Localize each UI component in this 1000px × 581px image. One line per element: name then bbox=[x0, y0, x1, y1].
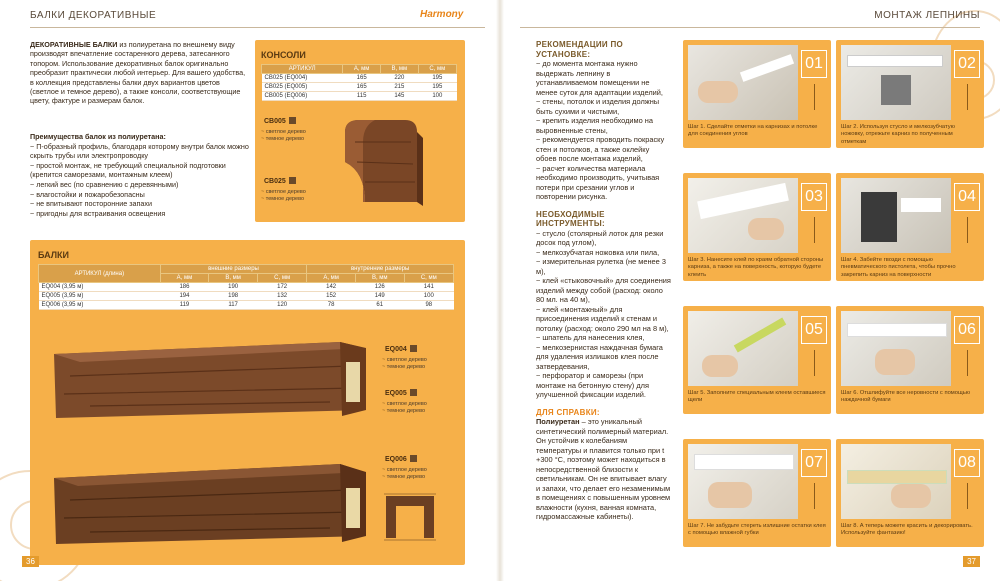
step-caption: Шаг 7. Не забудьте стереть излишние остатки клея с помощью влажной губки bbox=[688, 523, 826, 537]
table-cell: EQ005 (3,95 м) bbox=[39, 292, 161, 301]
product-code: CB025 bbox=[264, 178, 286, 185]
table-cell: 195 bbox=[418, 74, 456, 83]
table-cell: 141 bbox=[404, 283, 453, 292]
tool-item: ~ шпатель для нанесения клея, bbox=[536, 333, 645, 342]
table-cell: CB005 (EQ006) bbox=[262, 92, 343, 101]
table-cell: 165 bbox=[343, 74, 381, 83]
table-cell: 100 bbox=[404, 292, 453, 301]
reference-text bbox=[536, 417, 671, 522]
benefit-item: ~ простой монтаж, не требующий специальной подготовки (крепится саморезами, монтажным клеем) bbox=[30, 160, 226, 180]
table-cell: 126 bbox=[355, 283, 404, 292]
table-cell: 145 bbox=[381, 92, 419, 101]
table-row bbox=[39, 292, 454, 301]
table-cell: 100 bbox=[418, 92, 456, 101]
table-row bbox=[39, 301, 454, 310]
product-code: EQ005 bbox=[385, 390, 407, 397]
variant-item: ~ темное дерево bbox=[261, 196, 304, 202]
table-cell: 117 bbox=[209, 301, 258, 310]
table-cell: 152 bbox=[307, 292, 356, 301]
info-icon bbox=[289, 177, 296, 184]
table-header: А, мм bbox=[307, 274, 356, 283]
product-code: CB005 bbox=[264, 118, 286, 125]
product-code-tag bbox=[261, 176, 299, 186]
step-card bbox=[836, 40, 984, 148]
recommend-item: ~ стены, потолок и изделия должны быть сухими и чистыми, bbox=[536, 97, 660, 116]
step-number: 04 bbox=[954, 183, 980, 211]
step-card bbox=[683, 40, 831, 148]
product-code-tag bbox=[382, 344, 420, 354]
beams-panel bbox=[30, 240, 465, 565]
step-caption: Шаг 5. Заполните специальным клеем оставшиеся щели bbox=[688, 390, 826, 404]
variant-list bbox=[382, 467, 427, 481]
benefits-title: Преимущества балок из полиуретана: bbox=[30, 132, 166, 141]
info-icon bbox=[410, 455, 417, 462]
table-cell: EQ004 (3,95 м) bbox=[39, 283, 161, 292]
table-cell: 190 bbox=[209, 283, 258, 292]
arrow-down-icon bbox=[814, 84, 815, 110]
variant-item: ~ светлое дерево bbox=[382, 467, 427, 473]
table-row bbox=[262, 83, 457, 92]
step-number: 01 bbox=[801, 50, 827, 78]
variant-item: ~ светлое дерево bbox=[261, 129, 306, 135]
step-number: 05 bbox=[801, 316, 827, 344]
table-cell: CB025 (EQ005) bbox=[262, 83, 343, 92]
table-cell: 78 bbox=[307, 301, 356, 310]
arrow-down-icon bbox=[967, 217, 968, 243]
step-number: 02 bbox=[954, 50, 980, 78]
benefit-item: ~ легкий вес (по сравнению с деревянными) bbox=[30, 179, 179, 189]
table-header: АРТИКУЛ bbox=[262, 65, 343, 74]
table-cell: 172 bbox=[257, 283, 306, 292]
table-cell: 195 bbox=[418, 83, 456, 92]
step-photo bbox=[688, 311, 798, 386]
table-header: С, мм bbox=[257, 274, 306, 283]
arrow-down-icon bbox=[814, 483, 815, 509]
variant-item: ~ светлое дерево bbox=[261, 189, 306, 195]
table-row bbox=[39, 283, 454, 292]
table-group-header: внутренние размеры bbox=[307, 265, 454, 274]
table-cell: 120 bbox=[257, 301, 306, 310]
step-caption: Шаг 3. Нанесите клей по краям обратной стороны карниза, а также на поверхность, которую будете клеить bbox=[688, 257, 824, 278]
table-group-header: внешние размеры bbox=[160, 265, 307, 274]
tool-item: ~ мелкозернистая наждачная бумага для удаления излишков клея после затвердевания, bbox=[536, 342, 663, 371]
info-icon bbox=[289, 117, 296, 124]
benefit-item: ~ пригодны для встраивания освещения bbox=[30, 208, 166, 218]
info-icon bbox=[410, 345, 417, 352]
reference-bold: Полиуретан bbox=[536, 417, 580, 426]
table-header: С, мм bbox=[418, 65, 456, 74]
table-cell: 119 bbox=[160, 301, 209, 310]
arrow-down-icon bbox=[814, 217, 815, 243]
step-number: 06 bbox=[954, 316, 980, 344]
recommend-item: ~ до момента монтажа нужно выдержать лепнину в устанавливаемом помещении не менее суток для адаптации изделий, bbox=[536, 59, 663, 97]
table-cell: 142 bbox=[307, 283, 356, 292]
step-number: 08 bbox=[954, 449, 980, 477]
step-photo bbox=[841, 311, 951, 386]
table-row bbox=[262, 74, 457, 83]
arrow-down-icon bbox=[967, 84, 968, 110]
table-header: А, мм bbox=[343, 65, 381, 74]
tools-title: НЕОБХОДИМЫЕ ИНСТРУМЕНТЫ: bbox=[536, 209, 605, 228]
table-header: В, мм bbox=[209, 274, 258, 283]
product-code: EQ004 bbox=[385, 346, 407, 353]
intro-paragraph bbox=[30, 40, 250, 106]
benefit-item: ~ П-образный профиль, благодаря которому внутри балок можно скрыть трубы или электропроводку bbox=[30, 141, 249, 161]
step-photo bbox=[841, 178, 951, 253]
product-code-tag bbox=[382, 454, 420, 464]
left-page-header: БАЛКИ ДЕКОРАТИВНЫЕ bbox=[30, 10, 485, 28]
step-photo bbox=[688, 444, 798, 519]
beam-image-light bbox=[50, 336, 370, 422]
variant-list bbox=[382, 401, 427, 415]
table-group-row bbox=[39, 265, 454, 274]
table-cell: 215 bbox=[381, 83, 419, 92]
table-cell: 132 bbox=[257, 292, 306, 301]
console-image bbox=[335, 112, 431, 212]
recommend-title: РЕКОМЕНДАЦИИ ПО УСТАНОВКЕ: bbox=[536, 40, 624, 59]
step-caption: Шаг 4. Забейте гвозди с помощью пневматического пистолета, чтобы прочно закрепить карниз на поверхности bbox=[841, 257, 956, 278]
variant-item: ~ светлое дерево bbox=[382, 357, 427, 363]
table-cell: 98 bbox=[404, 301, 453, 310]
right-page-header: МОНТАЖ ЛЕПНИНЫ bbox=[520, 10, 980, 28]
consoles-title: КОНСОЛИ bbox=[261, 50, 306, 60]
tool-item: ~ клей «монтажный» для присоединения изделий к стенам и потолку (расход: около 290 мл на 8 м), bbox=[536, 304, 669, 333]
product-code-tag bbox=[261, 116, 299, 126]
arrow-down-icon bbox=[967, 350, 968, 376]
step-card bbox=[836, 306, 984, 414]
table-cell: CB025 (EQ004) bbox=[262, 74, 343, 83]
step-caption: Шаг 6. Отшлифуйте все неровности с помощью наждачной бумаги bbox=[841, 390, 971, 404]
step-caption: Шаг 2. Используя стусло и мелкозубчатую ножовку, отрежьте карниз по полученным отметкам bbox=[841, 124, 955, 145]
table-cell: EQ006 (3,95 м) bbox=[39, 301, 161, 310]
step-card bbox=[683, 173, 831, 281]
step-card bbox=[683, 439, 831, 547]
page-number-right: 37 bbox=[963, 556, 980, 567]
page-gutter bbox=[496, 0, 504, 581]
intro-bold: ДЕКОРАТИВНЫЕ БАЛКИ bbox=[30, 40, 118, 49]
step-caption: Шаг 8. А теперь можете красить и декорировать. Используйте фантазию! bbox=[841, 523, 973, 537]
arrow-down-icon bbox=[814, 350, 815, 376]
variant-list bbox=[261, 189, 306, 203]
beams-title: БАЛКИ bbox=[38, 250, 70, 260]
benefits-list bbox=[30, 132, 250, 218]
variant-item: ~ темное дерево bbox=[382, 408, 425, 414]
tool-item: ~ перфоратор и саморезы (при монтаже на бетонную стену) для улучшенной фиксации изделий. bbox=[536, 371, 649, 399]
step-photo bbox=[688, 45, 798, 120]
table-cell: 220 bbox=[381, 74, 419, 83]
step-number: 03 bbox=[801, 183, 827, 211]
step-number: 07 bbox=[801, 449, 827, 477]
variant-list bbox=[261, 129, 306, 143]
step-caption: Шаг 1. Сделайте отметки на карнизах и потолке для соединения углов bbox=[688, 124, 818, 138]
consoles-table bbox=[261, 64, 457, 101]
step-card bbox=[836, 173, 984, 281]
table-header: А, мм bbox=[160, 274, 209, 283]
table-header: В, мм bbox=[381, 65, 419, 74]
benefit-item: ~ влагостойки и пожаробезопасны bbox=[30, 189, 145, 199]
reference-body: – это уникальный синтетический полимерный материал. Он устойчив к колебаниям температуры и плавится только при t +300 °С, поэтому может находиться в непосредственной близости к светильникам. Он не впитывает влагу и запахи, что делает его незаменимым в помещениях с повышенным уровнем влажности (кухня, ванная комната, гидромассажные кабинеты). bbox=[536, 417, 671, 521]
table-cell: 186 bbox=[160, 283, 209, 292]
tool-item: ~ клей «стыковочный» для соединения изделий между собой (расход: около 80 мл. на 40 м), bbox=[536, 276, 671, 304]
instructions-column bbox=[536, 40, 671, 522]
table-header: В, мм bbox=[355, 274, 404, 283]
product-code: EQ006 bbox=[385, 456, 407, 463]
table-cell: 61 bbox=[355, 301, 404, 310]
tool-item: ~ стусло (столярный лоток для резки досок под углом), bbox=[536, 228, 664, 247]
step-card bbox=[683, 306, 831, 414]
step-photo bbox=[841, 444, 951, 519]
variant-item: ~ темное дерево bbox=[261, 136, 304, 142]
table-header-row bbox=[262, 65, 457, 74]
intro-text: из полиуретана по внешнему виду производят впечатление состаренного дерева, затесанного топором. Использование декоративных балок оригинально преобразит практически любой интерьер. Для вашего удобства, в коллекция представлены балки двух вариантов цветов (светлое и темное дерево), а также консоли, соответствующие цвету, фактуре и размерам балок. bbox=[30, 40, 246, 106]
brand-logo: Harmony bbox=[420, 9, 464, 20]
recommend-item: ~ крепить изделия необходимо на выровненные стены, bbox=[536, 116, 653, 135]
table-row bbox=[262, 92, 457, 101]
benefit-item: ~ не впитывают посторонние запахи bbox=[30, 199, 153, 209]
table-cell: 115 bbox=[343, 92, 381, 101]
reference-title: ДЛЯ СПРАВКИ: bbox=[536, 407, 600, 417]
table-cell: 194 bbox=[160, 292, 209, 301]
table-cell: 149 bbox=[355, 292, 404, 301]
consoles-panel bbox=[255, 40, 465, 222]
info-icon bbox=[410, 389, 417, 396]
step-card bbox=[836, 439, 984, 547]
table-header: АРТИКУЛ (длина) bbox=[39, 265, 161, 283]
variant-item: ~ темное дерево bbox=[382, 474, 425, 480]
variant-list bbox=[382, 357, 427, 371]
variant-item: ~ темное дерево bbox=[382, 364, 425, 370]
tool-item: ~ измерительная рулетка (не менее 3 м), bbox=[536, 257, 666, 276]
recommend-item: ~ рекомендуется проводить покраску стен и потолков, а также оклейку обоев после монтажа изделий, bbox=[536, 135, 665, 163]
table-header: С, мм bbox=[404, 274, 453, 283]
variant-item: ~ светлое дерево bbox=[382, 401, 427, 407]
arrow-down-icon bbox=[967, 483, 968, 509]
beam-image-dark bbox=[50, 458, 370, 548]
product-code-tag bbox=[382, 388, 420, 398]
beams-table bbox=[38, 264, 454, 310]
step-photo bbox=[841, 45, 951, 120]
tool-item: ~ мелкозубчатая ножовка или пила, bbox=[536, 247, 660, 257]
table-cell: 198 bbox=[209, 292, 258, 301]
step-photo bbox=[688, 178, 798, 253]
recommend-item: ~ расчет количества материала необходимо производить, учитывая потери при срезании углов и повторении рисунка. bbox=[536, 163, 660, 201]
page-number-left: 36 bbox=[22, 556, 39, 567]
beam-profile-diagram bbox=[382, 492, 438, 542]
table-cell: 165 bbox=[343, 83, 381, 92]
